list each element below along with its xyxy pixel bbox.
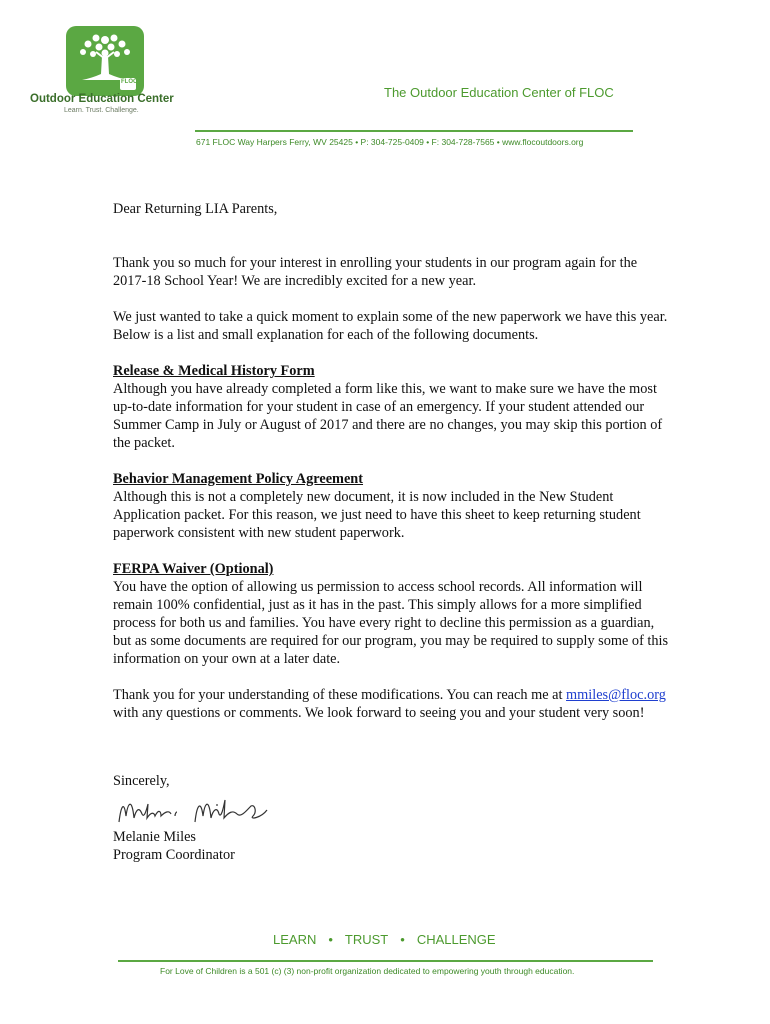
section-body: Although you have already completed a form like this, we want to make sure we have the most up-to-date information for your student in case of an emergency. If your student attended our Summer Camp in July or August of 2017 and there are no changes, you may skip this portion of the packet.	[113, 381, 663, 451]
floc-logo	[30, 22, 180, 122]
logo-badge-text: FLOC	[121, 79, 138, 85]
section-behavior-policy	[113, 470, 673, 542]
motto-learn: LEARN	[273, 932, 317, 947]
section-release-form	[113, 362, 673, 452]
motto-separator: •	[328, 932, 333, 947]
motto-trust: TRUST	[344, 932, 389, 947]
section-ferpa-waiver	[113, 560, 673, 668]
email-link[interactable]: mmiles@floc.org	[566, 687, 666, 703]
section-heading: Behavior Management Policy Agreement	[113, 471, 364, 487]
signer-title: Program Coordinator	[113, 847, 235, 863]
paragraph-closing	[113, 686, 673, 722]
signer-name: Melanie Miles	[113, 829, 196, 845]
paragraph-paperwork: We just wanted to take a quick moment to explain some of the new paperwork we have this year. Below is a list and small explanation for each of the following documents.	[113, 309, 668, 343]
org-title: The Outdoor Education Center of FLOC	[384, 85, 614, 100]
letter-body	[113, 200, 673, 722]
footer-note: For Love of Children is a 501 (c) (3) non-profit organization dedicated to empowering youth through education.	[160, 966, 575, 976]
section-body: Although this is not a completely new document, it is now included in the New Student Application packet. For this reason, we just need to have this sheet to keep returning student paperwork consistent with new student paperwork.	[113, 489, 641, 541]
motto-challenge: CHALLENGE	[416, 932, 496, 947]
signer-block	[113, 828, 235, 864]
motto	[273, 932, 496, 947]
section-body: You have the option of allowing us permission to access school records. All information will remain 100% confidential, just as it has in the past. This simply allows for a more simplified process for both us and families. You have every right to decline this permission as a guardian, but as some documents are required for our program, you may be required to supply some of this information on your own at a later date.	[113, 579, 669, 667]
section-heading: FERPA Waiver (Optional)	[113, 561, 274, 577]
logo-tagline: Learn. Trust. Challenge.	[64, 107, 139, 114]
logo-name: Outdoor Education Center	[30, 93, 174, 105]
salutation: Dear Returning LIA Parents,	[113, 201, 278, 217]
handwritten-signature	[115, 792, 295, 833]
closing-text-before: Thank you for your understanding of these modifications. You can reach me at	[113, 687, 567, 703]
footer-divider	[118, 960, 653, 962]
closing-text-after: with any questions or comments. We look forward to seeing you and your student very soon!	[113, 705, 645, 721]
tree-icon	[66, 26, 144, 96]
contact-line: 671 FLOC Way Harpers Ferry, WV 25425 • P: 304-725-0409 • F: 304-728-7565 • www.flocoutdoors.org	[196, 137, 584, 147]
section-heading: Release & Medical History Form	[113, 363, 315, 379]
paragraph-intro: Thank you so much for your interest in enrolling your students in our program again for the 2017-18 School Year! We are incredibly excited for a new year.	[113, 255, 638, 289]
header-divider	[195, 130, 633, 132]
motto-separator: •	[400, 932, 405, 947]
sincerely: Sincerely,	[113, 773, 170, 789]
